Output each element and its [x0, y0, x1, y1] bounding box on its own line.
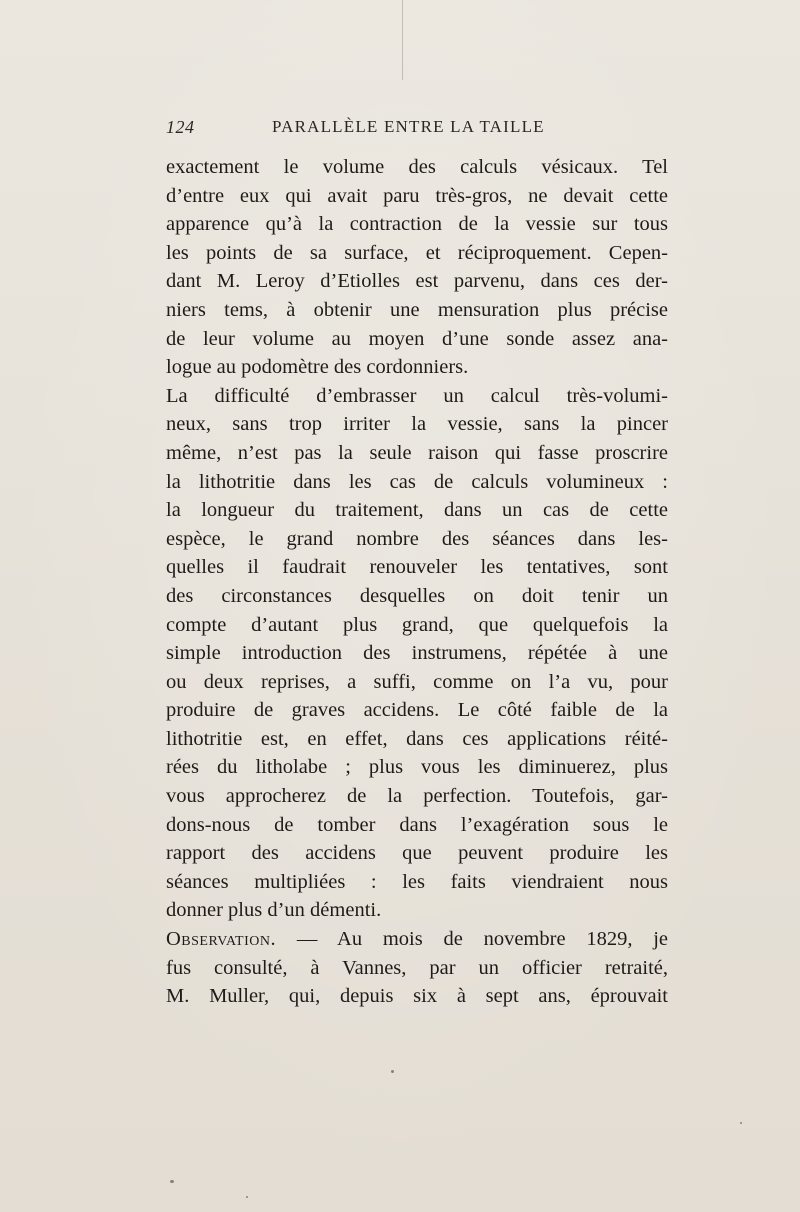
text-line: rées du litholabe ; plus vous les diminuerez, plus — [166, 756, 668, 779]
text-line: les points de sa surface, et réciproquement. Cepen- — [166, 241, 668, 264]
page-number: 124 — [166, 117, 195, 137]
text-line: ou deux reprises, a suffi, comme on l’a vu, pour — [166, 670, 668, 693]
text-line: rapport des accidens que peuvent produire les — [166, 842, 668, 865]
text-line-continuation: — Au mois de novembre 1829, je — [276, 928, 668, 951]
running-title: PARALLÈLE ENTRE LA TAILLE — [272, 117, 545, 136]
text-line: même, n’est pas la seule raison qui fasse proscrire — [166, 441, 668, 464]
text-line: espèce, le grand nombre des séances dans les- — [166, 527, 668, 550]
text-line: lithotritie est, en effet, dans ces applications réité- — [166, 727, 668, 750]
paper-speck — [246, 1196, 248, 1198]
running-head — [166, 117, 666, 141]
body-text — [166, 153, 668, 1011]
text-line: niers tems, à obtenir une mensuration plus précise — [166, 298, 668, 321]
text-line: logue au podomètre des cordonniers. — [166, 356, 469, 379]
text-line: de leur volume au moyen d’une sonde assez ana- — [166, 327, 668, 350]
paper-speck — [391, 1070, 394, 1073]
text-line: simple introduction des instrumens, répétée à une — [166, 642, 668, 665]
text-line — [166, 925, 668, 954]
text-line: donner plus d’un démenti. — [166, 899, 382, 922]
text-line: fus consulté, à Vannes, par un officier retraité, — [166, 956, 668, 979]
text-line: compte d’autant plus grand, que quelquefois la — [166, 613, 668, 636]
text-line: séances multipliées : les faits viendraient nous — [166, 870, 668, 893]
text-line: des circonstances desquelles on doit tenir un — [166, 584, 668, 607]
text-line: M. Muller, qui, depuis six à sept ans, éprouvait — [166, 985, 668, 1008]
text-line: d’entre eux qui avait paru très-gros, ne devait cette — [166, 184, 668, 207]
text-line: dons-nous de tomber dans l’exagération sous le — [166, 813, 668, 836]
text-line: apparence qu’à la contraction de la vessie sur tous — [166, 213, 668, 236]
paper-speck — [170, 1180, 174, 1183]
text-line: neux, sans trop irriter la vessie, sans la pincer — [166, 413, 668, 436]
paper-speck — [740, 1122, 742, 1124]
paper-crease — [402, 0, 403, 80]
text-line: exactement le volume des calculs vésicaux. Tel — [166, 156, 668, 178]
observation-heading: Observation. — [166, 928, 277, 951]
text-line: produire de graves accidens. Le côté faible de la — [166, 699, 668, 722]
text-line: vous approcherez de la perfection. Toutefois, gar- — [166, 785, 668, 808]
text-line: dant M. Leroy d’Etiolles est parvenu, dans ces der- — [166, 270, 668, 293]
text-line: la lithotritie dans les cas de calculs volumineux : — [166, 470, 668, 493]
text-line: La difficulté d’embrasser un calcul très-volumi- — [166, 384, 668, 407]
text-line: quelles il faudrait renouveler les tentatives, sont — [166, 556, 668, 579]
text-line: la longueur du traitement, dans un cas de cette — [166, 499, 668, 522]
